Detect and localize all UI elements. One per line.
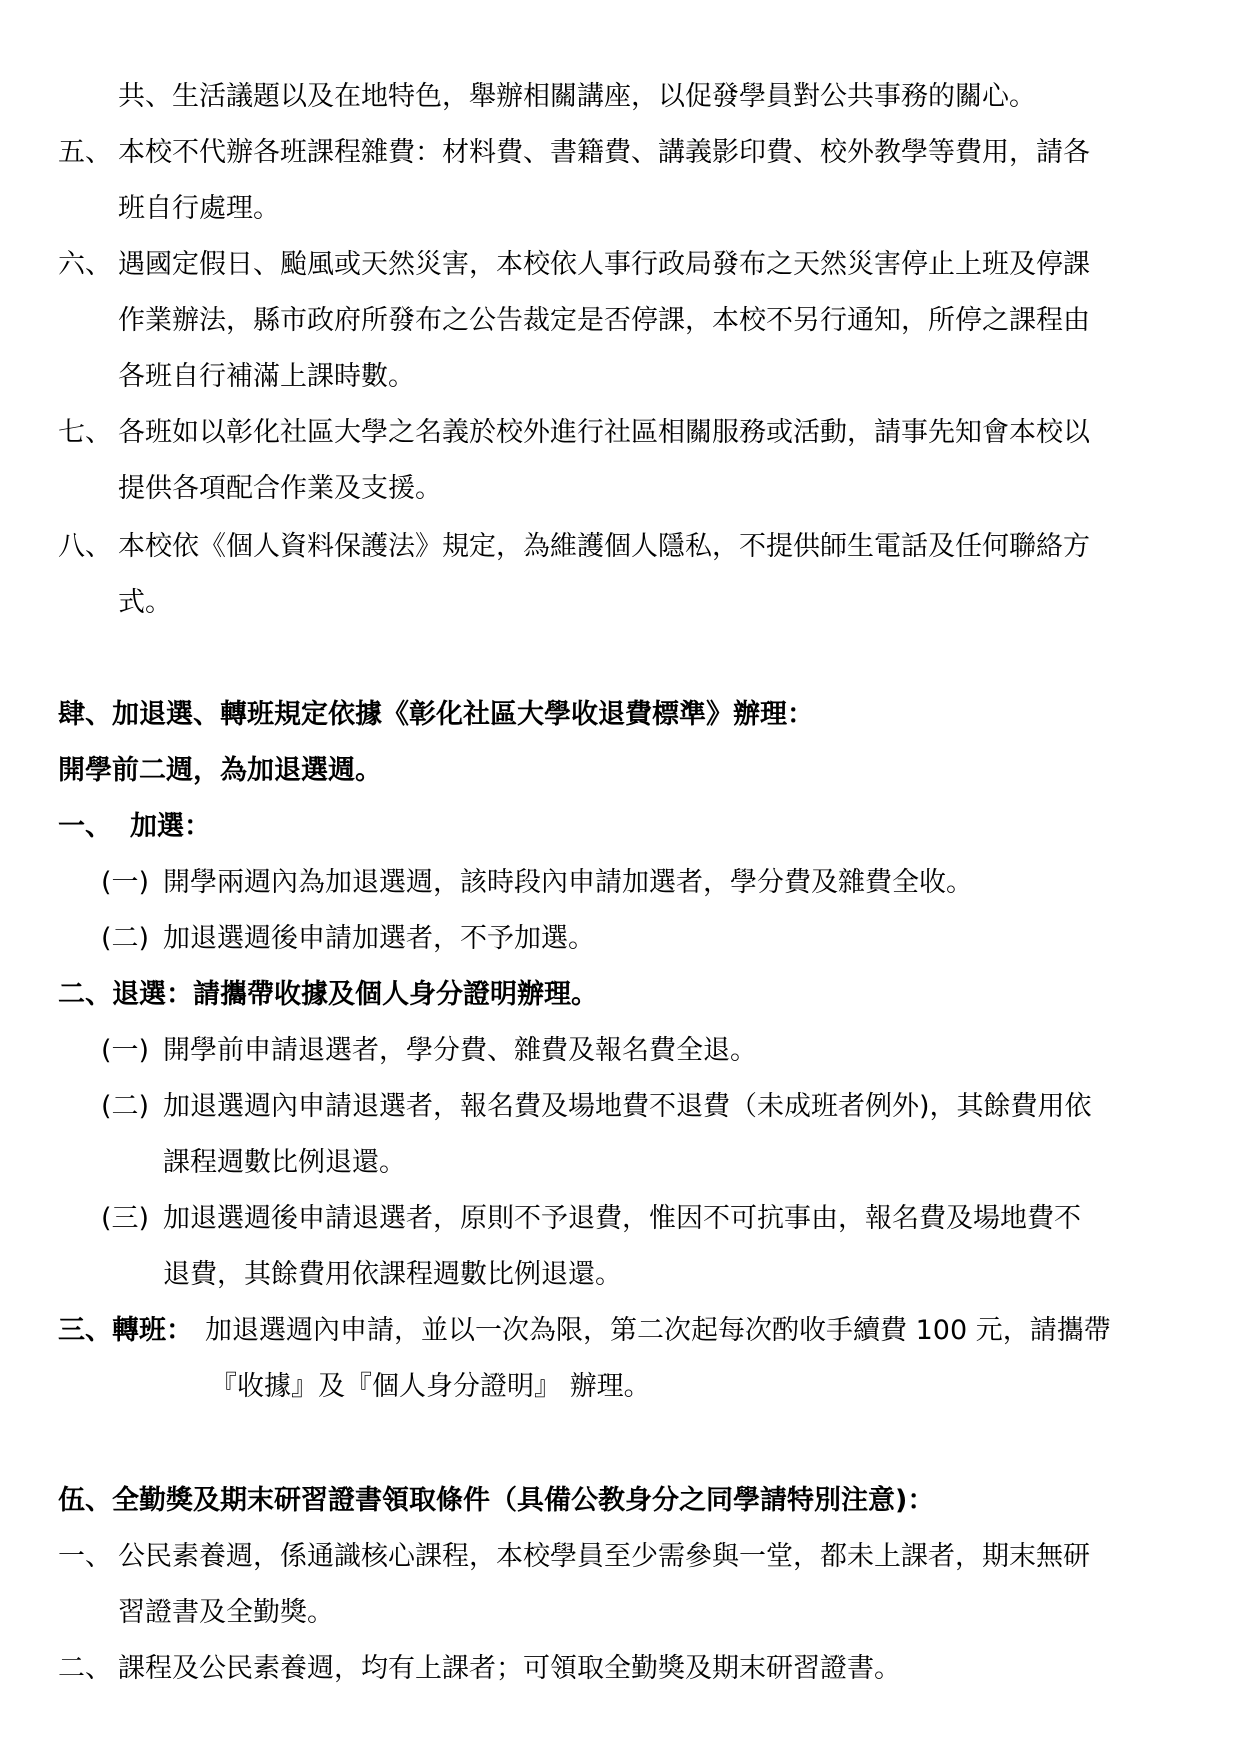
sec5-item-2-marker: 二、 [58, 1653, 112, 1684]
item-5-line-2: 班自行處理。 [118, 193, 280, 224]
item-6-marker: 六、 [58, 249, 112, 280]
drop-sub-2-line-2: 課程週數比例退還。 [163, 1147, 406, 1178]
transfer-title: 三、轉班： [58, 1315, 193, 1346]
transfer-line-1: 加退選週內申請，並以一次為限，第二次起每次酌收手續費 100 元，請攜帶 [205, 1315, 1111, 1346]
drop-sub-3-line-2: 退費，其餘費用依課程週數比例退還。 [163, 1259, 622, 1290]
drop-sub-3-marker: (三) [101, 1203, 150, 1234]
item-7-line-1: 各班如以彰化社區大學之名義於校外進行社區相關服務或活動，請事先知會本校以 [118, 417, 1090, 448]
drop-sub-1-text: 開學前申請退選者，學分費、雜費及報名費全退。 [163, 1035, 757, 1066]
drop-sub-3-line-1: 加退選週後申請退選者，原則不予退費，惟因不可抗事由，報名費及場地費不 [163, 1203, 1081, 1234]
add-sub-2-marker: (二) [101, 923, 150, 954]
add-sub-2-text: 加退選週後申請加選者，不予加選。 [163, 923, 595, 954]
item-8-line-2: 式。 [118, 587, 172, 618]
add-marker: 一、 [58, 811, 112, 842]
add-title: 加選： [130, 811, 211, 842]
add-sub-1-marker: (一) [101, 867, 150, 898]
transfer-line-2: 『收據』及『個人身分證明』 辦理。 [210, 1371, 651, 1402]
sec5-item-1-line-1: 公民素養週，係通識核心課程，本校學員至少需參與一堂，都未上課者，期末無研 [118, 1541, 1090, 1572]
sec5-item-1-line-2: 習證書及全勤獎。 [118, 1597, 334, 1628]
item-6-line-3: 各班自行補滿上課時數。 [118, 361, 415, 392]
item-5-line-1: 本校不代辦各班課程雜費：材料費、書籍費、講義影印費、校外教學等費用，請各 [118, 137, 1090, 168]
item-6-line-1: 遇國定假日、颱風或天然災害，本校依人事行政局發布之天然災害停止上班及停課 [118, 249, 1090, 280]
item-6-line-2: 作業辦法，縣市政府所發布之公告裁定是否停課，本校不另行通知，所停之課程由 [118, 305, 1090, 336]
sec5-item-1-marker: 一、 [58, 1541, 112, 1572]
section-4-subheading: 開學前二週，為加退選週。 [58, 755, 382, 786]
add-sub-1-text: 開學兩週內為加退選週，該時段內申請加選者，學分費及雜費全收。 [163, 867, 973, 898]
sec5-item-2-line-1: 課程及公民素養週，均有上課者；可領取全勤獎及期末研習證書。 [118, 1653, 901, 1684]
item-8-line-1: 本校依《個人資料保護法》規定，為維護個人隱私，不提供師生電話及任何聯絡方 [118, 531, 1090, 562]
drop-title: 二、退選：請攜帶收據及個人身分證明辦理。 [58, 979, 598, 1010]
drop-sub-2-line-1: 加退選週內申請退選者，報名費及場地費不退費（未成班者例外)，其餘費用依 [163, 1091, 1092, 1122]
section-4-heading: 肆、加退選、轉班規定依據《彰化社區大學收退費標準》辦理： [58, 699, 814, 730]
drop-sub-1-marker: (一) [101, 1035, 150, 1066]
drop-sub-2-marker: (二) [101, 1091, 150, 1122]
item-7-marker: 七、 [58, 417, 112, 448]
intro-continuation: 共、生活議題以及在地特色，舉辦相關講座，以促發學員對公共事務的關心。 [118, 81, 1036, 112]
item-8-marker: 八、 [58, 531, 112, 562]
section-5-heading: 伍、全勤獎及期末研習證書領取條件（具備公教身分之同學請特別注意)： [58, 1485, 935, 1516]
item-7-line-2: 提供各項配合作業及支援。 [118, 473, 442, 504]
item-5-marker: 五、 [58, 137, 112, 168]
